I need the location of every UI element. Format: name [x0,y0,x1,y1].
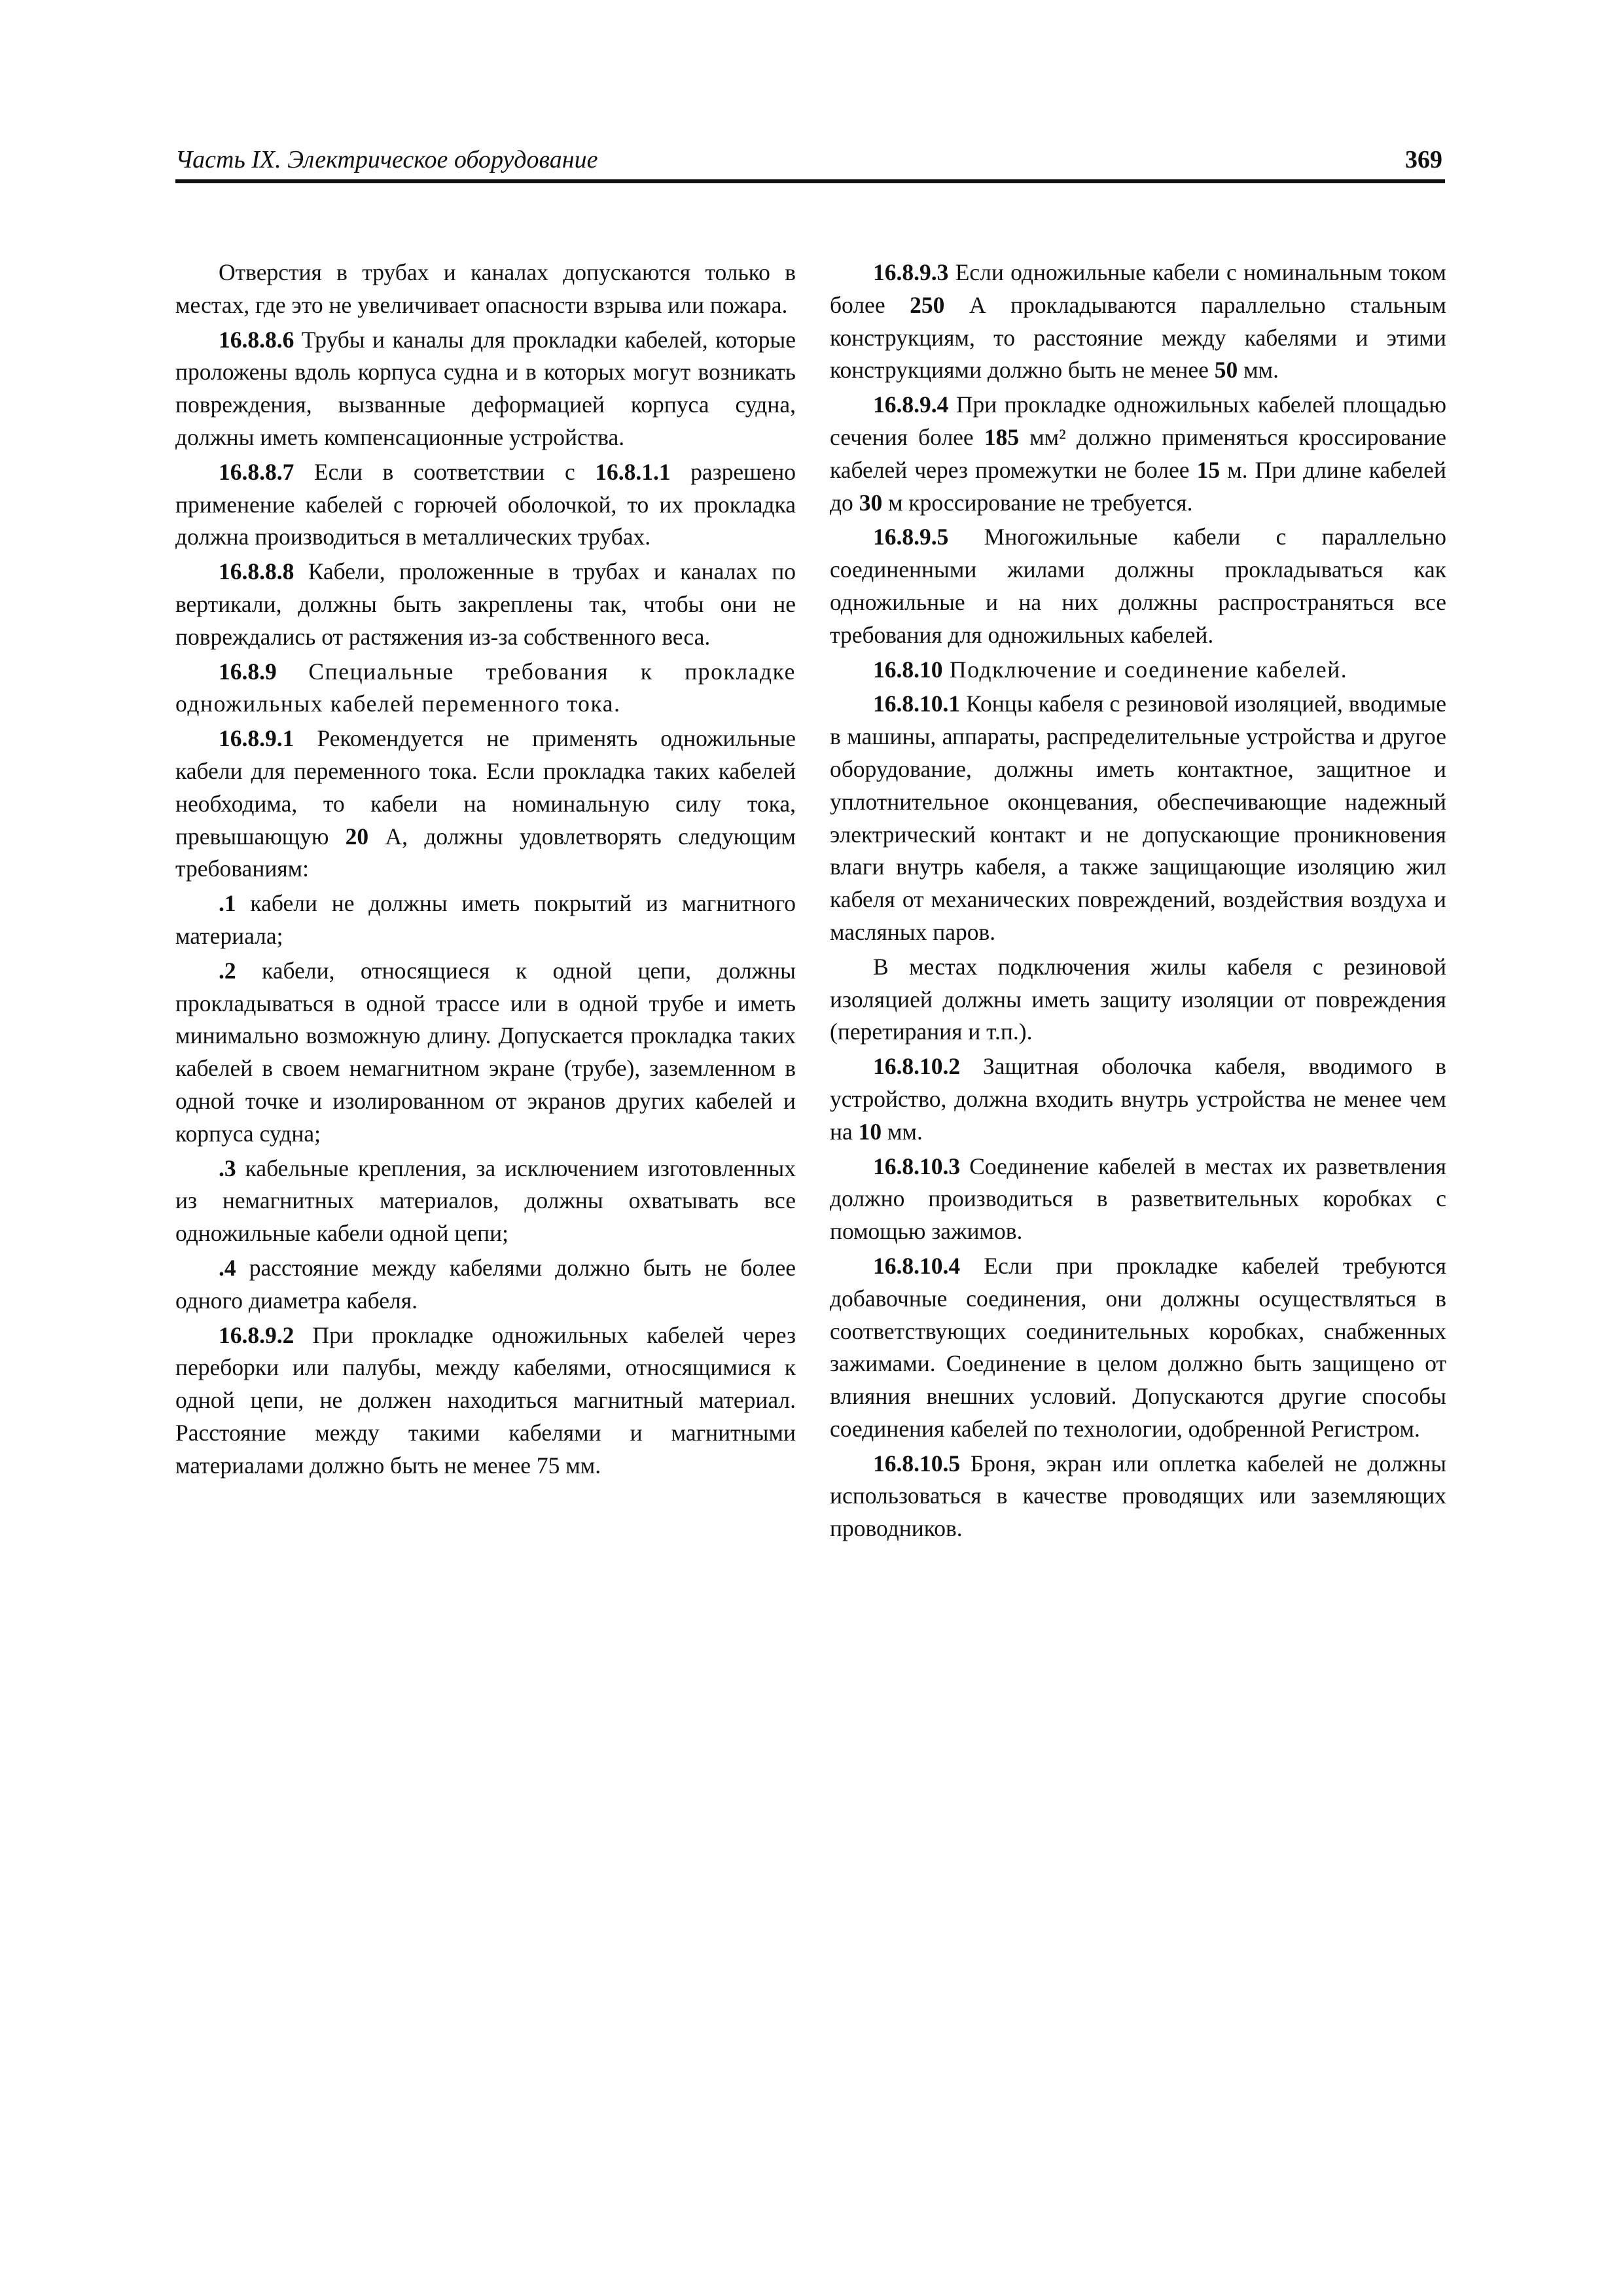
paragraph-16-8-8-6: 16.8.8.6 Трубы и каналы для прокладки кабелей, которые проложены вдоль корпуса судна и в которых могут возникать повреждения, вызванные деформацией корпуса судна, должны иметь компенсационные устройства. [175,326,796,450]
value-highlight: 20 [345,823,369,850]
section-heading-16-8-9 [175,656,796,721]
clause-number: 16.8.10.2 [873,1053,961,1080]
cross-reference: 16.8.1.1 [595,458,671,485]
clause-number: 16.8.10 [873,656,943,683]
page-number: 369 [1405,146,1442,173]
value-highlight: 30 [859,489,883,516]
paragraph-16-8-9-5: 16.8.9.5 Многожильные кабели с параллельно соединенными жилами должны прокладываться как одножильные и на них должны распространяться все требования для одножильных кабелей. [830,524,1446,648]
paragraph-16-8-9-2: 16.8.9.2 При прокладке одножильных кабелей через переборки или палубы, между кабелями, относящимися к одной цепи, не должен находиться магнитный материал. Расстояние между такими кабелями и магнитными материалами должно быть не менее 75 мм. [175,1321,796,1479]
clause-number: 16.8.9.5 [873,524,949,550]
paragraph-16-8-8-8: 16.8.8.8 Кабели, проложенные в трубах и каналах по вертикали, должны быть закреплены так, чтобы они не повреждались от растяжения из-за собственного веса. [175,558,796,650]
list-item-3: .3 кабельные крепления, за исключением изготовленных из немагнитных материалов, должны охватывать все одножильные кабели одной цепи; [175,1155,796,1247]
paragraph-left-1: Отверстия в трубах и каналах допускаются только в местах, где это не увеличивает опасности взрыва или пожара. [175,259,796,318]
value-highlight: 50 [1214,357,1238,384]
clause-number: 16.8.10.3 [873,1153,961,1179]
value-highlight: 250 [910,291,945,318]
header-title: Часть IX. Электрическое оборудование [175,146,598,173]
clause-number: 16.8.8.6 [219,326,294,353]
clause-number: 16.8.9 [219,658,277,685]
section-title: Специальные требования к прокладке одножильных кабелей переменного тока. [175,658,796,717]
list-marker: .3 [219,1155,236,1181]
value-highlight: 185 [984,423,1020,450]
section-heading-16-8-10 [830,654,1446,687]
clause-number: 16.8.9.2 [219,1321,294,1348]
clause-number: 16.8.10.1 [873,691,961,717]
paragraph-16-8-10-1: 16.8.10.1 Концы кабеля с резиновой изоляцией, вводимые в машины, аппараты, распределительные устройства и другое оборудование, должны иметь контактное, защитное и уплотнительное оконцевания, обеспечивающие надежный электрический контакт и не допускающие проникновения влаги внутрь кабеля, а также защищающие изоляцию жил кабеля от механических повреждений, воздействия воздуха и масляных паров. [830,691,1446,945]
clause-number: 16.8.10.5 [873,1450,961,1477]
right-column [830,257,1446,1547]
running-header [175,143,1445,183]
paragraph-16-8-8-7: 16.8.8.7 Если в соответствии с 16.8.1.1 разрешено применение кабелей с горючей оболочкой, то их прокладка должна производиться в металлических трубах. [175,458,796,550]
paragraph-16-8-10-2: 16.8.10.2 Защитная оболочка кабеля, вводимого в устройство, должна входить внутрь устройства не менее чем на 10 мм. [830,1053,1446,1145]
clause-number: 16.8.8.7 [219,458,294,485]
list-marker: .4 [219,1254,236,1281]
list-item-1: .1 кабели не должны иметь покрытий из магнитного материала; [175,890,796,949]
paragraph-16-8-10-4: 16.8.10.4 Если при прокладке кабелей требуются добавочные соединения, они должны осуществляться в соответствующих соединительных коробках, снабженных зажимами. Соединение в целом должно быть защищено от влияния внешних условий. Допускаются другие способы соединения кабелей по технологии, одобренной Регистром. [830,1252,1446,1442]
paragraph-16-8-10-3: 16.8.10.3 Соединение кабелей в местах их разветвления должно производиться в разветвительных коробках с помощью зажимов. [830,1153,1446,1245]
clause-number: 16.8.10.4 [873,1252,961,1279]
paragraph-right-6: В местах подключения жилы кабеля с резиновой изоляцией должны иметь защиту изоляции от повреждения (перетирания и т.п.). [830,953,1446,1045]
list-marker: .1 [219,890,236,917]
clause-number: 16.8.9.1 [219,725,294,752]
list-item-2: .2 кабели, относящиеся к одной цепи, должны прокладываться в одной трассе или в одной трубе и иметь минимально возможную длину. Допускается прокладка таких кабелей в своем немагнитном экране (трубе), заземленном в одной точке и изолированном от экранов других кабелей и корпуса судна; [175,957,796,1147]
paragraph-16-8-9-4: 16.8.9.4 При прокладке одножильных кабелей площадью сечения более 185 мм² должно применяться кроссирование кабелей через промежутки не более 15 м. При длине кабелей до 30 м кроссирование не требуется. [830,391,1447,516]
value-highlight: 15 [1196,456,1221,483]
list-marker: .2 [219,957,236,984]
value-highlight: 10 [858,1118,882,1145]
paragraph-16-8-10-5: 16.8.10.5 Броня, экран или оплетка кабелей не должны использоваться в качестве проводящих или заземляющих проводников. [830,1450,1446,1542]
clause-number: 16.8.8.8 [219,558,294,585]
left-column [175,257,796,1484]
list-item-4: .4 расстояние между кабелями должно быть не более одного диаметра кабеля. [175,1254,796,1314]
clause-number: 16.8.9.3 [873,259,949,285]
clause-number: 16.8.9.4 [873,391,949,418]
paragraph-16-8-9-3: 16.8.9.3 Если одножильные кабели с номинальным током более 250 А прокладываются параллельно стальным конструкциям, то расстояние между кабелями и этими конструкциями должно быть не менее 50 мм. [830,259,1447,384]
paragraph-16-8-9-1: 16.8.9.1 Рекомендуется не применять одножильные кабели для переменного тока. Если прокладка таких кабелей необходима, то кабели на номинальную силу тока, превышающую 20 А, должны удовлетворять следующим требованиям: [175,725,796,882]
section-title: Подключение и соединение кабелей. [942,656,1348,683]
